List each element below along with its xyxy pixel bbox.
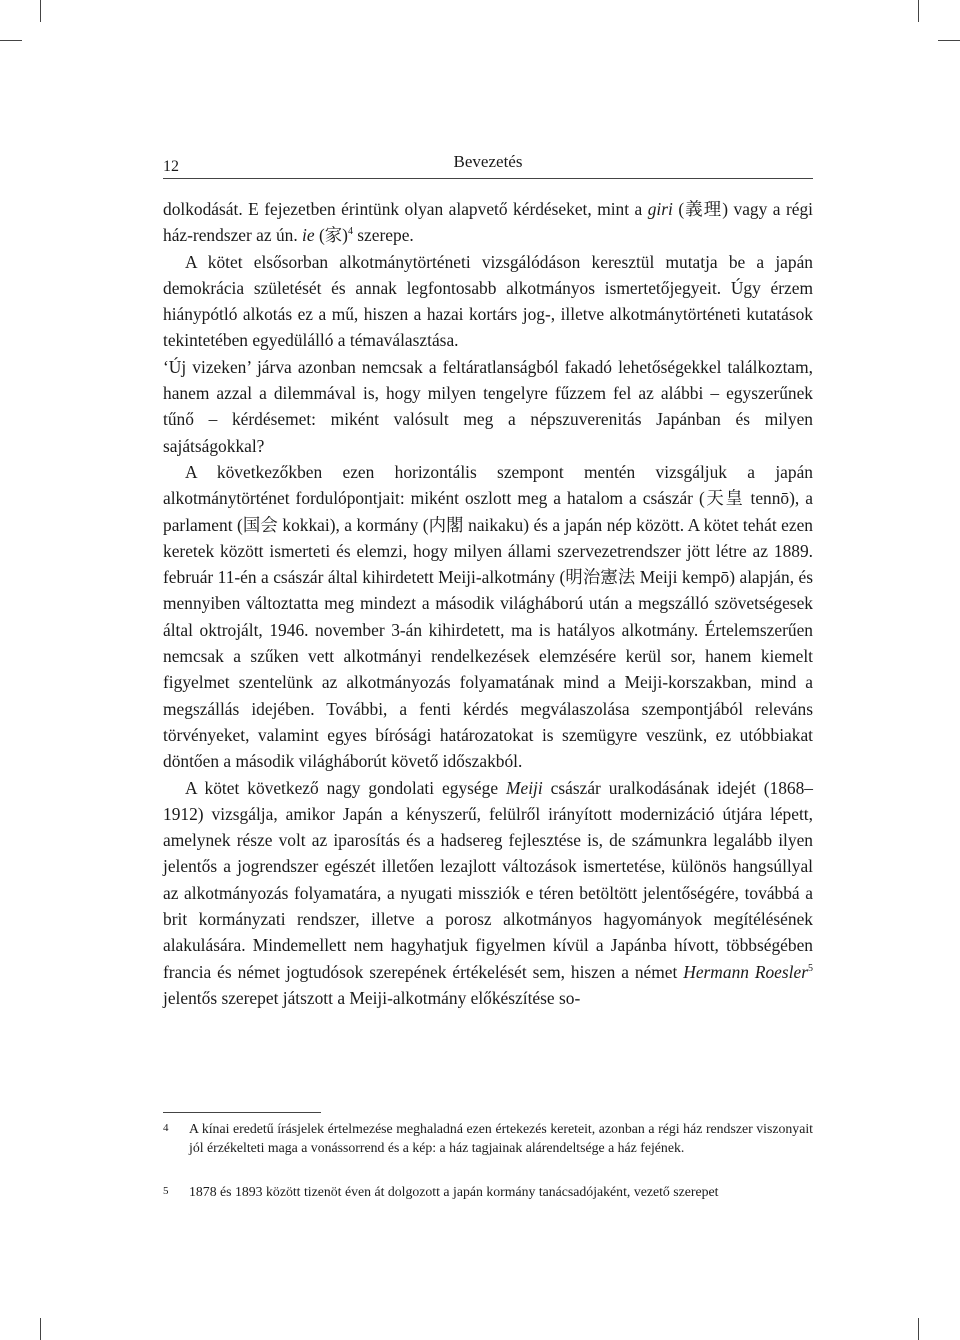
footnote-5 bbox=[163, 1182, 813, 1201]
crop-mark bbox=[0, 40, 22, 41]
footnote-ref-5[interactable]: 5 bbox=[808, 962, 813, 974]
paragraph-2: A kötet elsősorban alkotmánytörténeti vizsgálódáson keresztül mutatja be a japán demokrácia születését és annak legfontosabb alkotmányos ismertetőjegyeit. Úgy érzem hiánypótló alkotás ez a mű, hiszen a hazai kortárs jog-, illetve alkotmánytörténeti kutatások tekintetében egyedülálló a témaválasztása. bbox=[163, 251, 813, 351]
running-title: Bevezetés bbox=[453, 152, 523, 171]
paragraph-5: A kötet következő nagy gondolati egysége Meiji császár uralkodásának idejét (1868–1912) vizsgálja, amikor Japán a kényszerű, felülről irányított modernizáció útjára lépett, amelynek része volt az iparosítás és a hadsereg fejlesztése is, de számunkra legalább ilyen jelentős a jogrendszer egészét illetően lezajlott változások ismertetése, különös hangsúllyal az alkotmányozás folyamatára, a nyugati missziók e téren betöltött jelentőségére, továbbá a brit kormányzati rendszer, illetve a porosz alkotmányos hagyományok megítélésének alakulására. Mindemellett nem hagyhatjuk figyelmen kívül a Japánba hívott, többségében francia és német jogtudósok szerepének értékelését sem, hiszen a német Hermann Roesler$^5$ jelentős szerepet játszott a Meiji-alkotmány előkészítése so- bbox=[163, 777, 813, 1008]
paragraph-3: ‘Új vizeken’ járva azonban nemcsak a feltáratlanságból fakadó lehetőségekkel találkoztam, hanem azzal a dilemmával is, hogy milyen tengelyre fűzzem fel az alábbi – egyszerűnek tűnő – kérdésemet: miként valósult meg a népszuverenitás Japánban és milyen sajátságokkal? bbox=[163, 356, 813, 456]
name-hermann-roesler: Hermann Roesler bbox=[683, 961, 808, 982]
crop-mark bbox=[918, 1318, 919, 1340]
page-number: 12 bbox=[163, 158, 179, 175]
footnote-text: A kínai eredetű írásjelek értelmezése meghaladná ezen értekezés kereteit, azonban a régi ház rendszer viszonyait jól érzékelteti maga a vonássorrend és a kép: a ház tagjainak alárendeltsége a ház fejének. bbox=[189, 1121, 813, 1155]
footnote-mark: 4 bbox=[163, 1122, 169, 1134]
crop-mark bbox=[40, 1318, 41, 1340]
paragraph-4: A következőkben ezen horizontális szempont mentén vizsgáljuk a japán alkotmánytörténet fordulópontjait: miként oszlott meg a hatalom a császár (天皇 tennō), a parlament (国会 kokkai), a kormány (内閣 naikaku) és a japán nép között. A kötet tehát ezen keretek között ismerteti és elemzi, hogy milyen állami szervezetrendszer jött létre az 1889. február 11-én a császár által kihirdetett Meiji-alkotmány (明治憲法 Meiji kempō) alapján, és mennyiben változtatta meg mindezt a második világháború után a megszálló szövetségesek által oktrojált, 1946. november 3-án kihirdetett, ma is hatályos alkotmány. Értelemszerűen nemcsak a szűken vett alkotmányi rendelkezések elemzésére kerül sor, hanem kiemelt figyelmet szentelünk az alkotmányozás folyamatának mind a Meiji-korszakban, mind a megszállás idejében. További, a fenti kérdés megválaszolása szempontjából releváns törvényeket, valamint egyes bírósági határozatokat is szemügyre veszünk, ez utóbbiakat döntően a második világháborút követő időszakból. bbox=[163, 461, 813, 772]
crop-mark bbox=[40, 0, 41, 22]
crop-mark bbox=[918, 0, 919, 22]
footnote-rule bbox=[163, 1112, 321, 1113]
term-ie: ie bbox=[302, 225, 315, 246]
crop-mark bbox=[938, 40, 960, 41]
footnote-ref-4[interactable]: 4 bbox=[347, 226, 353, 238]
footnote-text: 1878 és 1893 között tizenöt éven át dolgozott a japán kormány tanácsadójaként, vezető szerepet bbox=[189, 1184, 719, 1199]
paragraph-1: dolkodását. E fejezetben érintünk olyan alapvető kérdéseket, mint a giri (義理) vagy a régi ház-rendszer az ún. ie (家)$^4$ szerepe. bbox=[163, 199, 813, 246]
name-meiji: Meiji bbox=[505, 777, 543, 798]
footnote-mark: 5 bbox=[163, 1185, 169, 1197]
term-giri: giri bbox=[647, 199, 673, 219]
footnote-4 bbox=[163, 1119, 813, 1157]
running-header bbox=[163, 152, 813, 179]
body-text bbox=[163, 196, 813, 1011]
